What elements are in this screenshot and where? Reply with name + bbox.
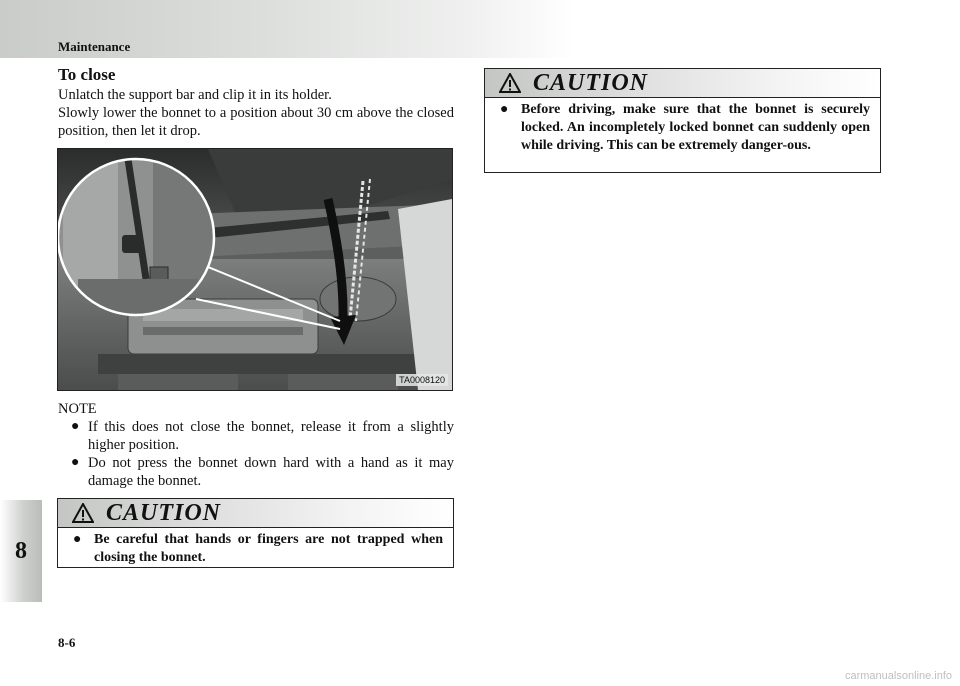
figure-code: TA0008120 [396,374,448,386]
paragraph: Unlatch the support bar and clip it in its holder. [58,87,332,103]
caution-text: ● Be careful that hands or fingers are not trapped when closing the bonnet. [73,532,443,565]
list-item: ● Do not press the bonnet down hard with a hand as it may damage the bonnet. [71,455,454,489]
warning-triangle-icon [499,73,521,93]
note-list [58,418,454,490]
warning-triangle-icon [72,503,94,523]
caution-header [58,499,453,528]
engine-bay-drawing [58,149,452,390]
note-section [58,400,454,490]
body-text [58,86,454,140]
watermark: carmanualsonline.info [844,670,952,682]
caution-header [485,69,880,98]
chapter-tab [0,500,42,602]
chapter-number: 8 [15,537,27,564]
note-label: NOTE [58,401,97,417]
caution-title: CAUTION [533,70,649,96]
caution-box-locked [484,68,881,173]
caution-title: CAUTION [106,500,222,526]
bullet-dot-icon: ● [71,419,80,434]
bullet-dot-icon: ● [73,532,82,547]
bullet-dot-icon: ● [71,455,80,470]
engine-bay-illustration [57,148,453,391]
section-heading: To close [58,65,116,84]
caution-text: ● Before driving, make sure that the bonnet is securely locked. An incompletely locked bonnet can suddenly open while driving. This can be extremely danger-ous. [500,102,870,153]
caution-box-hands [57,498,454,568]
bullet-dot-icon: ● [500,102,509,117]
paragraph: Slowly lower the bonnet to a position about 30 cm above the closed position, then let it drop. [58,105,454,139]
page-number: 8-6 [58,635,76,650]
section-title: Maintenance [58,39,131,54]
list-item: ● If this does not close the bonnet, release it from a slightly higher position. [71,419,454,453]
